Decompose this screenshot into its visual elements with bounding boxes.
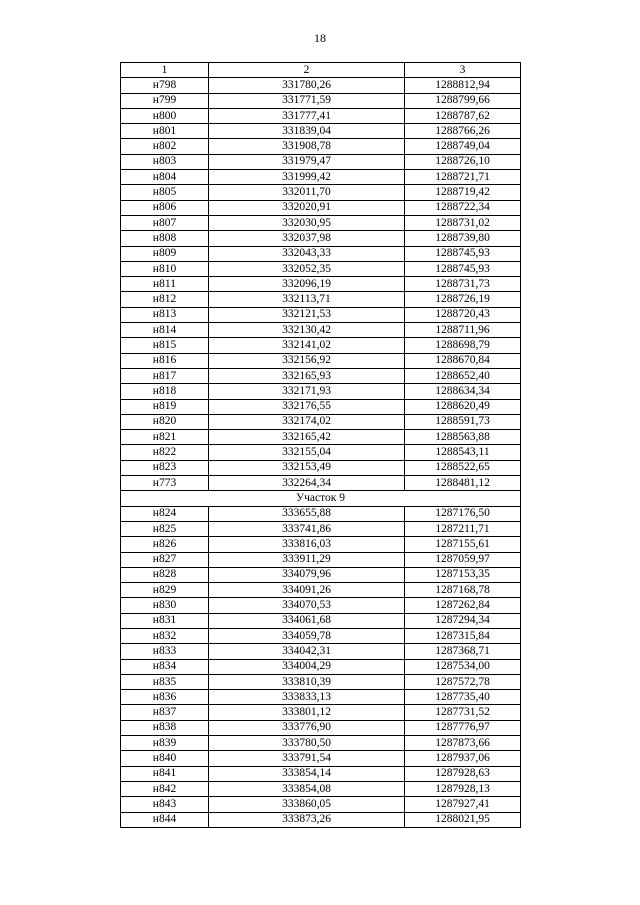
x-coordinate-cell: 332096,19 [209, 277, 405, 292]
point-id-cell: н843 [121, 797, 209, 812]
y-coordinate-cell: 1288543,11 [405, 445, 521, 460]
table-header-row [121, 63, 521, 78]
point-id-cell: н844 [121, 812, 209, 827]
x-coordinate-cell: 333860,05 [209, 797, 405, 812]
x-coordinate-cell: 332264,34 [209, 476, 405, 491]
x-coordinate-cell: 333854,14 [209, 766, 405, 781]
point-id-cell: н819 [121, 399, 209, 414]
point-id-cell: н815 [121, 338, 209, 353]
x-coordinate-cell: 333780,50 [209, 736, 405, 751]
point-id-cell: н805 [121, 185, 209, 200]
table-row [121, 124, 521, 139]
table-row [121, 368, 521, 383]
y-coordinate-cell: 1287155,61 [405, 537, 521, 552]
point-id-cell: н804 [121, 170, 209, 185]
header-cell-point: 1 [121, 63, 209, 78]
x-coordinate-cell: 332153,49 [209, 460, 405, 475]
x-coordinate-cell: 332037,98 [209, 231, 405, 246]
x-coordinate-cell: 332011,70 [209, 185, 405, 200]
point-id-cell: н831 [121, 613, 209, 628]
point-id-cell: н826 [121, 537, 209, 552]
point-id-cell: н835 [121, 674, 209, 689]
table-row [121, 690, 521, 705]
table-row [121, 583, 521, 598]
y-coordinate-cell: 1287262,84 [405, 598, 521, 613]
table-row [121, 460, 521, 475]
y-coordinate-cell: 1288766,26 [405, 124, 521, 139]
point-id-cell: н813 [121, 307, 209, 322]
point-id-cell: н810 [121, 261, 209, 276]
table-row [121, 261, 521, 276]
table-row [121, 170, 521, 185]
table-row [121, 720, 521, 735]
point-id-cell: н837 [121, 705, 209, 720]
point-id-cell: н827 [121, 552, 209, 567]
x-coordinate-cell: 332052,35 [209, 261, 405, 276]
table-row [121, 353, 521, 368]
point-id-cell: н833 [121, 644, 209, 659]
point-id-cell: н840 [121, 751, 209, 766]
y-coordinate-cell: 1288719,42 [405, 185, 521, 200]
x-coordinate-cell: 332020,91 [209, 200, 405, 215]
point-id-cell: н798 [121, 78, 209, 93]
x-coordinate-cell: 333741,86 [209, 521, 405, 536]
y-coordinate-cell: 1288620,49 [405, 399, 521, 414]
point-id-cell: н802 [121, 139, 209, 154]
table-row [121, 705, 521, 720]
y-coordinate-cell: 1288787,62 [405, 108, 521, 123]
y-coordinate-cell: 1288722,34 [405, 200, 521, 215]
point-id-cell: н818 [121, 384, 209, 399]
x-coordinate-cell: 332176,55 [209, 399, 405, 414]
y-coordinate-cell: 1288711,96 [405, 323, 521, 338]
table-row [121, 277, 521, 292]
point-id-cell: н799 [121, 93, 209, 108]
point-id-cell: н838 [121, 720, 209, 735]
y-coordinate-cell: 1287153,35 [405, 567, 521, 582]
x-coordinate-cell: 331777,41 [209, 108, 405, 123]
x-coordinate-cell: 333816,03 [209, 537, 405, 552]
y-coordinate-cell: 1287776,97 [405, 720, 521, 735]
table-row [121, 506, 521, 521]
x-coordinate-cell: 332165,93 [209, 368, 405, 383]
x-coordinate-cell: 332121,53 [209, 307, 405, 322]
point-id-cell: н812 [121, 292, 209, 307]
x-coordinate-cell: 332171,93 [209, 384, 405, 399]
y-coordinate-cell: 1287928,13 [405, 781, 521, 796]
table-row [121, 231, 521, 246]
y-coordinate-cell: 1287873,66 [405, 736, 521, 751]
table-row [121, 445, 521, 460]
table-row [121, 307, 521, 322]
y-coordinate-cell: 1288726,19 [405, 292, 521, 307]
y-coordinate-cell: 1288739,80 [405, 231, 521, 246]
y-coordinate-cell: 1288720,43 [405, 307, 521, 322]
point-id-cell: н828 [121, 567, 209, 582]
table-row [121, 476, 521, 491]
point-id-cell: н834 [121, 659, 209, 674]
point-id-cell: н842 [121, 781, 209, 796]
point-id-cell: н821 [121, 430, 209, 445]
table-row [121, 338, 521, 353]
y-coordinate-cell: 1288591,73 [405, 414, 521, 429]
y-coordinate-cell: 1287294,34 [405, 613, 521, 628]
x-coordinate-cell: 332030,95 [209, 215, 405, 230]
x-coordinate-cell: 331780,26 [209, 78, 405, 93]
x-coordinate-cell: 334061,68 [209, 613, 405, 628]
table-row [121, 414, 521, 429]
point-id-cell: н836 [121, 690, 209, 705]
x-coordinate-cell: 332043,33 [209, 246, 405, 261]
table-row [121, 674, 521, 689]
point-id-cell: н801 [121, 124, 209, 139]
x-coordinate-cell: 331979,47 [209, 154, 405, 169]
y-coordinate-cell: 1287211,71 [405, 521, 521, 536]
x-coordinate-cell: 334079,96 [209, 567, 405, 582]
x-coordinate-cell: 332141,02 [209, 338, 405, 353]
point-id-cell: н814 [121, 323, 209, 338]
coordinates-table [120, 62, 521, 828]
point-id-cell: н832 [121, 628, 209, 643]
y-coordinate-cell: 1288670,84 [405, 353, 521, 368]
x-coordinate-cell: 333776,90 [209, 720, 405, 735]
y-coordinate-cell: 1288698,79 [405, 338, 521, 353]
y-coordinate-cell: 1288726,10 [405, 154, 521, 169]
point-id-cell: н825 [121, 521, 209, 536]
table-row [121, 766, 521, 781]
y-coordinate-cell: 1288721,71 [405, 170, 521, 185]
x-coordinate-cell: 333854,08 [209, 781, 405, 796]
x-coordinate-cell: 332174,02 [209, 414, 405, 429]
table-row [121, 781, 521, 796]
point-id-cell: н841 [121, 766, 209, 781]
point-id-cell: н809 [121, 246, 209, 261]
point-id-cell: н820 [121, 414, 209, 429]
header-cell-x: 2 [209, 63, 405, 78]
x-coordinate-cell: 331839,04 [209, 124, 405, 139]
point-id-cell: н811 [121, 277, 209, 292]
x-coordinate-cell: 334091,26 [209, 583, 405, 598]
point-id-cell: н816 [121, 353, 209, 368]
y-coordinate-cell: 1287572,78 [405, 674, 521, 689]
x-coordinate-cell: 332130,42 [209, 323, 405, 338]
table-row [121, 812, 521, 827]
y-coordinate-cell: 1287368,71 [405, 644, 521, 659]
y-coordinate-cell: 1288563,88 [405, 430, 521, 445]
x-coordinate-cell: 333801,12 [209, 705, 405, 720]
y-coordinate-cell: 1288749,04 [405, 139, 521, 154]
table-row [121, 399, 521, 414]
table-row [121, 797, 521, 812]
table-row [121, 644, 521, 659]
table-row [121, 537, 521, 552]
point-id-cell: н823 [121, 460, 209, 475]
y-coordinate-cell: 1287315,84 [405, 628, 521, 643]
header-cell-y: 3 [405, 63, 521, 78]
table-row [121, 521, 521, 536]
y-coordinate-cell: 1288799,66 [405, 93, 521, 108]
x-coordinate-cell: 333911,29 [209, 552, 405, 567]
point-id-cell: н824 [121, 506, 209, 521]
x-coordinate-cell: 333833,13 [209, 690, 405, 705]
table-row [121, 185, 521, 200]
table-row [121, 567, 521, 582]
table-row [121, 659, 521, 674]
point-id-cell: н800 [121, 108, 209, 123]
x-coordinate-cell: 334004,29 [209, 659, 405, 674]
section-title: Участок 9 [121, 491, 521, 506]
y-coordinate-cell: 1287534,00 [405, 659, 521, 674]
x-coordinate-cell: 332156,92 [209, 353, 405, 368]
table-row [121, 598, 521, 613]
table-row [121, 628, 521, 643]
x-coordinate-cell: 331771,59 [209, 93, 405, 108]
point-id-cell: н807 [121, 215, 209, 230]
table-row [121, 78, 521, 93]
point-id-cell: н808 [121, 231, 209, 246]
point-id-cell: н830 [121, 598, 209, 613]
y-coordinate-cell: 1287927,41 [405, 797, 521, 812]
x-coordinate-cell: 331999,42 [209, 170, 405, 185]
x-coordinate-cell: 333810,39 [209, 674, 405, 689]
x-coordinate-cell: 332113,71 [209, 292, 405, 307]
table-row [121, 200, 521, 215]
y-coordinate-cell: 1288745,93 [405, 261, 521, 276]
point-id-cell: н803 [121, 154, 209, 169]
y-coordinate-cell: 1287168,78 [405, 583, 521, 598]
y-coordinate-cell: 1288731,02 [405, 215, 521, 230]
table-row [121, 292, 521, 307]
y-coordinate-cell: 1288745,93 [405, 246, 521, 261]
x-coordinate-cell: 334070,53 [209, 598, 405, 613]
point-id-cell: н806 [121, 200, 209, 215]
table-body [121, 78, 521, 828]
y-coordinate-cell: 1288731,73 [405, 277, 521, 292]
point-id-cell: н773 [121, 476, 209, 491]
y-coordinate-cell: 1288021,95 [405, 812, 521, 827]
x-coordinate-cell: 334042,31 [209, 644, 405, 659]
table-row [121, 93, 521, 108]
table-row [121, 323, 521, 338]
page-number: 18 [314, 31, 326, 45]
y-coordinate-cell: 1288634,34 [405, 384, 521, 399]
table-row [121, 736, 521, 751]
point-id-cell: н839 [121, 736, 209, 751]
y-coordinate-cell: 1287731,52 [405, 705, 521, 720]
x-coordinate-cell: 331908,78 [209, 139, 405, 154]
table-row [121, 430, 521, 445]
table-row [121, 154, 521, 169]
table-row [121, 552, 521, 567]
x-coordinate-cell: 333791,54 [209, 751, 405, 766]
table-row [121, 613, 521, 628]
x-coordinate-cell: 334059,78 [209, 628, 405, 643]
point-id-cell: н817 [121, 368, 209, 383]
point-id-cell: н829 [121, 583, 209, 598]
y-coordinate-cell: 1288481,12 [405, 476, 521, 491]
x-coordinate-cell: 333655,88 [209, 506, 405, 521]
table-row [121, 215, 521, 230]
table-row [121, 384, 521, 399]
x-coordinate-cell: 333873,26 [209, 812, 405, 827]
y-coordinate-cell: 1287059,97 [405, 552, 521, 567]
x-coordinate-cell: 332155,04 [209, 445, 405, 460]
y-coordinate-cell: 1288652,40 [405, 368, 521, 383]
section-row [121, 491, 521, 506]
table-row [121, 108, 521, 123]
y-coordinate-cell: 1288522,65 [405, 460, 521, 475]
table-row [121, 139, 521, 154]
y-coordinate-cell: 1287735,40 [405, 690, 521, 705]
table-row [121, 751, 521, 766]
y-coordinate-cell: 1288812,94 [405, 78, 521, 93]
point-id-cell: н822 [121, 445, 209, 460]
x-coordinate-cell: 332165,42 [209, 430, 405, 445]
y-coordinate-cell: 1287176,50 [405, 506, 521, 521]
y-coordinate-cell: 1287937,06 [405, 751, 521, 766]
y-coordinate-cell: 1287928,63 [405, 766, 521, 781]
table-row [121, 246, 521, 261]
